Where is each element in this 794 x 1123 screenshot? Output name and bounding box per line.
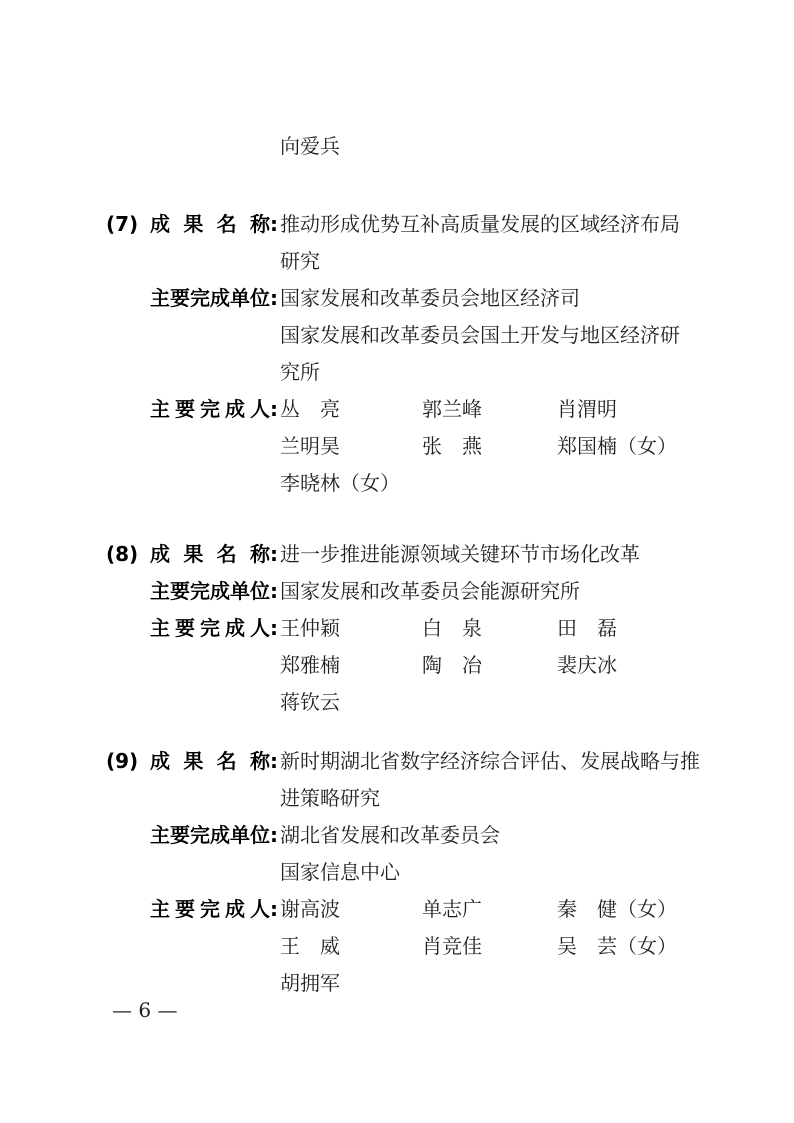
continuation-name-line [0,128,794,165]
line-content: 新时期湖北省数字经济综合评估、发展战略与推 [280,749,700,773]
label-colon: : [270,616,278,640]
label-char: 果 [183,212,204,236]
person-name: 裴庆冰 [557,653,617,677]
label-char: 成 [210,823,230,847]
label-colon: : [270,212,278,236]
label-colon: : [270,579,278,603]
people-label [150,891,270,928]
person-name: 吴 芸（女） [557,934,677,958]
achievement-entry [0,536,794,721]
label-char: 成 [210,579,230,603]
entries [0,206,794,1002]
label-char: 要 [175,897,195,921]
entry-number: (8) [106,542,139,566]
result-name-line [0,536,794,573]
unit-line [0,317,794,354]
person-name: 兰明昊 [280,434,340,458]
line-content: 究所 [280,360,320,384]
label-char: 单 [230,286,250,310]
person-name: 田 磊 [557,616,617,640]
result-name-label [150,743,270,780]
people-line [0,391,794,428]
label-char: 完 [200,616,220,640]
label-char: 名 [216,542,237,566]
line-left-gutter [0,391,278,428]
label-colon: : [270,897,278,921]
page-number: — 6 — [112,998,178,1022]
label-char: 名 [216,212,237,236]
people-line [0,610,794,647]
label-char: 主 [150,897,170,921]
label-char: 位 [250,823,270,847]
line-left-gutter [0,317,278,354]
line-left-gutter [0,573,278,610]
line-left-gutter [0,647,278,684]
people-label [150,391,270,428]
result-name-line [0,743,794,780]
people-line [0,891,794,928]
result-name-line [0,243,794,280]
line-content: 进策略研究 [280,786,380,810]
line-left-gutter [0,817,278,854]
person-name: 郑雅楠 [280,653,340,677]
person-name: 陶 冶 [422,653,482,677]
line-content [278,391,794,428]
person-name: 张 燕 [422,434,482,458]
person-name: 向爱兵 [280,134,340,158]
result-name-label [150,536,270,573]
unit-line [0,854,794,891]
line-left-gutter [0,610,278,647]
person-name: 单志广 [422,897,482,921]
label-char: 称 [249,749,270,773]
line-content: 进一步推进能源领域关键环节市场化改革 [280,542,640,566]
label-char: 人 [250,897,270,921]
label-char: 称 [249,542,270,566]
unit-label [150,817,270,854]
line-content [278,465,794,502]
label-char: 位 [250,286,270,310]
label-char: 主 [150,579,170,603]
result-name-line [0,206,794,243]
label-char: 要 [175,616,195,640]
line-left-gutter [0,891,278,928]
people-label [150,610,270,647]
line-left-gutter [0,128,278,165]
label-char: 完 [190,823,210,847]
line-content: 国家发展和改革委员会能源研究所 [280,579,580,603]
line-left-gutter [0,780,278,817]
achievement-entry [0,206,794,502]
label-char: 成 [150,212,170,236]
label-colon: : [270,397,278,421]
label-char: 名 [216,749,237,773]
label-char: 主 [150,616,170,640]
label-char: 主 [150,286,170,310]
line-content: 国家发展和改革委员会地区经济司 [280,286,580,310]
label-char: 成 [150,749,170,773]
line-content: 湖北省发展和改革委员会 [280,823,500,847]
line-content [278,891,794,928]
label-char: 完 [200,897,220,921]
line-left-gutter [0,354,278,391]
label-char: 要 [175,397,195,421]
label-char: 位 [250,579,270,603]
person-name: 郑国楠（女） [557,434,677,458]
line-left-gutter [0,684,278,721]
people-line [0,647,794,684]
line-left-gutter [0,428,278,465]
label-char: 成 [225,897,245,921]
label-char: 果 [183,542,204,566]
person-name: 丛 亮 [280,397,340,421]
people-line [0,465,794,502]
label-char: 要 [170,579,190,603]
person-name: 郭兰峰 [422,397,482,421]
label-char: 成 [150,542,170,566]
person-name: 王仲颖 [280,616,340,640]
unit-label [150,280,270,317]
line-left-gutter [0,854,278,891]
label-char: 要 [170,823,190,847]
people-line [0,428,794,465]
line-content [278,684,794,721]
line-content: 国家信息中心 [280,860,400,884]
result-name-label [150,206,270,243]
people-line [0,928,794,965]
label-char: 成 [225,397,245,421]
line-left-gutter [0,243,278,280]
label-char: 单 [230,579,250,603]
line-content [278,610,794,647]
entry-number: (9) [106,749,139,773]
label-char: 要 [170,286,190,310]
person-name: 肖渭明 [557,397,617,421]
label-colon: : [270,749,278,773]
label-colon: : [270,823,278,847]
unit-line [0,280,794,317]
label-char: 完 [200,397,220,421]
person-name: 秦 健（女） [557,897,677,921]
people-line [0,684,794,721]
line-left-gutter [0,280,278,317]
line-content: 国家发展和改革委员会国土开发与地区经济研 [280,323,680,347]
label-char: 人 [250,397,270,421]
result-name-line [0,780,794,817]
label-char: 主 [150,397,170,421]
label-char: 称 [249,212,270,236]
person-name: 李晓林（女） [280,471,400,495]
label-colon: : [270,542,278,566]
unit-label [150,573,270,610]
line-left-gutter [0,928,278,965]
continuation-names-block [0,128,794,165]
label-char: 成 [225,616,245,640]
person-name: 谢高波 [280,897,340,921]
person-name: 王 威 [280,934,340,958]
label-char: 果 [183,749,204,773]
label-colon: : [270,286,278,310]
label-char: 完 [190,286,210,310]
label-char: 完 [190,579,210,603]
entry-number: (7) [106,212,139,236]
person-name: 胡拥军 [280,971,340,995]
label-char: 成 [210,286,230,310]
unit-line [0,573,794,610]
line-left-gutter [0,465,278,502]
line-left-gutter [0,206,278,243]
line-left-gutter [0,743,278,780]
unit-line [0,354,794,391]
line-content: 推动形成优势互补高质量发展的区域经济布局 [280,212,680,236]
line-content [278,965,794,1002]
line-content [278,128,794,165]
achievement-entry [0,743,794,1002]
unit-line [0,817,794,854]
person-name: 白 泉 [422,616,482,640]
line-content [278,928,794,965]
label-char: 人 [250,616,270,640]
line-left-gutter [0,536,278,573]
line-content [278,647,794,684]
person-name: 肖竞佳 [422,934,482,958]
label-char: 主 [150,823,170,847]
person-name: 蒋钦云 [280,690,340,714]
line-content [278,428,794,465]
line-content: 研究 [280,249,320,273]
label-char: 单 [230,823,250,847]
